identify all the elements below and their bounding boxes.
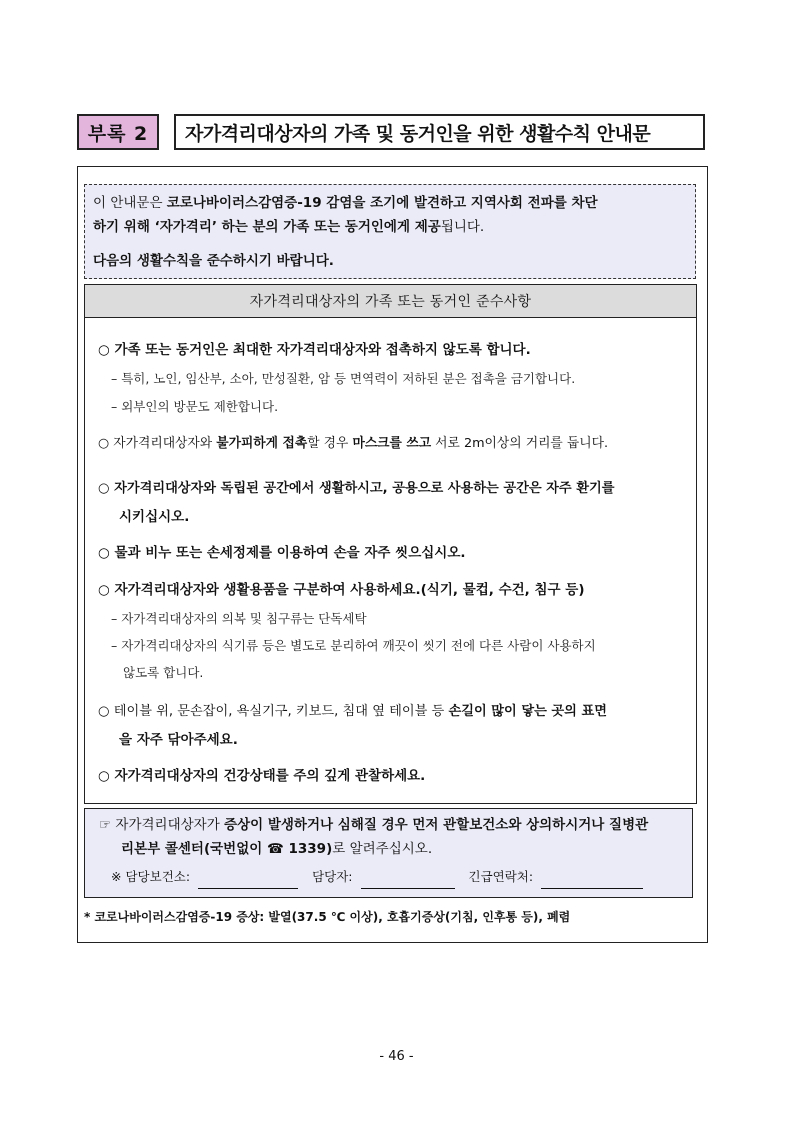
appendix-badge: 부록 2 xyxy=(77,114,159,150)
symptoms-footnote: * 코로나바이러스감염증-19 증상: 발열(37.5 ℃ 이상), 호흡기증상(기침, 인후통 등), 폐렴 xyxy=(84,910,571,924)
rule-text: 물과 비누 또는 손세정제를 이용하여 손을 자주 씻으십시오. xyxy=(114,545,466,561)
circle-bullet-icon: ○ xyxy=(98,545,110,561)
dash-bullet-icon: – xyxy=(111,638,118,653)
health-center-label: 담당보건소: xyxy=(125,869,191,884)
dash-bullet-icon: – xyxy=(111,399,118,414)
page-number: - 46 - xyxy=(379,1049,414,1064)
rule-item-3-cont: 시키십시오. xyxy=(119,509,190,525)
emergency-contact-blank[interactable] xyxy=(541,872,643,889)
dash-bullet-icon: – xyxy=(111,371,118,386)
circle-bullet-icon: ○ xyxy=(98,704,110,719)
rule-item-3 xyxy=(98,474,684,503)
intro-text: 이 안내문은 xyxy=(93,195,167,211)
contact-line-2 xyxy=(99,837,682,861)
rule-sub-item xyxy=(111,605,684,633)
rule-sub-item xyxy=(111,365,684,393)
circle-bullet-icon: ○ xyxy=(98,768,110,784)
intro-text-bold: 코로나바이러스감염증-19 감염을 조기에 발견하고 지역사회 전파를 차단 xyxy=(166,195,598,211)
rule-sub-item-cont: 않도록 합니다. xyxy=(123,665,204,680)
person-blank[interactable] xyxy=(361,872,455,889)
circle-bullet-icon: ○ xyxy=(98,481,110,496)
rule-text: 가족 또는 동거인은 최대한 자가격리대상자와 접촉하지 않도록 합니다. xyxy=(114,342,531,358)
rule-item-2 xyxy=(98,429,684,458)
rule-text-bold: 손길이 많이 닿는 곳의 표면 xyxy=(448,704,607,719)
pointing-hand-icon: ☞ xyxy=(99,817,112,833)
contact-text: 자가격리대상자가 xyxy=(115,817,225,833)
circle-bullet-icon: ○ xyxy=(98,342,110,358)
page-title: 자가격리대상자의 가족 및 동거인을 위한 생활수칙 안내문 xyxy=(174,114,705,150)
rule-item-6 xyxy=(98,697,684,726)
rule-text: 자가격리대상자와 xyxy=(113,436,217,451)
rule-sub-item xyxy=(111,632,684,660)
rule-item-5 xyxy=(98,576,684,605)
rule-text: 자가격리대상자와 생활용품을 구분하여 사용하세요.(식기, 물컵, 수건, 침구 등) xyxy=(114,582,585,598)
sub-text: 외부인의 방문도 제한합니다. xyxy=(121,399,279,414)
note-mark-icon: ※ xyxy=(111,869,122,884)
rule-text-bold: 마스크를 쓰고 xyxy=(352,436,432,451)
contact-fields xyxy=(99,865,682,889)
intro-instruction: 다음의 생활수칙을 준수하시기 바랍니다. xyxy=(93,253,334,269)
intro-line-1 xyxy=(93,191,687,215)
intro-text-bold: 하기 위해 ‘자가격리’ 하는 분의 가족 또는 동거인에게 제공 xyxy=(93,219,441,235)
rule-text-bold: 불가피하게 접촉 xyxy=(216,436,308,451)
rule-item-6-cont: 을 자주 닦아주세요. xyxy=(119,732,238,748)
rule-text: 테이블 위, 문손잡이, 욕실기구, 키보드, 침대 옆 테이블 등 xyxy=(113,704,449,719)
rule-text: 할 경우 xyxy=(307,436,353,451)
rule-item-1 xyxy=(98,336,684,365)
sub-text: 특히, 노인, 임산부, 소아, 만성질환, 암 등 면역력이 저하된 분은 접촉을 금기합니다. xyxy=(121,371,576,386)
section-header: 자가격리대상자의 가족 또는 동거인 준수사항 xyxy=(85,285,696,318)
person-label: 담당자: xyxy=(312,869,353,884)
contact-box xyxy=(84,808,693,898)
rule-text: 자가격리대상자와 독립된 공간에서 생활하시고, 공용으로 사용하는 공간은 자주 환기를 xyxy=(114,481,615,496)
dash-bullet-icon: – xyxy=(111,611,118,626)
rule-item-4 xyxy=(98,539,684,568)
intro-box xyxy=(84,184,696,279)
contact-text-bold: 증상이 발생하거나 심해질 경우 먼저 관할보건소와 상의하시거나 질병관 xyxy=(224,817,649,833)
hotline-text: 리본부 콜센터(국번없이 ☎ 1339) xyxy=(121,841,333,857)
health-center-blank[interactable] xyxy=(198,872,298,889)
intro-line-2 xyxy=(93,215,687,239)
intro-text: 됩니다. xyxy=(440,219,485,235)
sub-text: 자가격리대상자의 의복 및 침구류는 단독세탁 xyxy=(121,611,367,626)
contact-text: 로 알려주십시오. xyxy=(332,841,433,857)
contact-line-1 xyxy=(99,813,682,837)
rule-item-7 xyxy=(98,762,684,791)
rule-sub-item xyxy=(111,393,684,421)
rules-box xyxy=(84,284,697,804)
rule-text: 서로 2m이상의 거리를 둡니다. xyxy=(431,436,609,451)
rule-text: 자가격리대상자의 건강상태를 주의 깊게 관찰하세요. xyxy=(114,768,426,784)
emergency-contact-label: 긴급연락처: xyxy=(468,869,534,884)
circle-bullet-icon: ○ xyxy=(98,582,110,598)
sub-text: 자가격리대상자의 식기류 등은 별도로 분리하여 깨끗이 씻기 전에 다른 사람이 사용하지 xyxy=(121,638,596,653)
circle-bullet-icon: ○ xyxy=(98,436,110,451)
